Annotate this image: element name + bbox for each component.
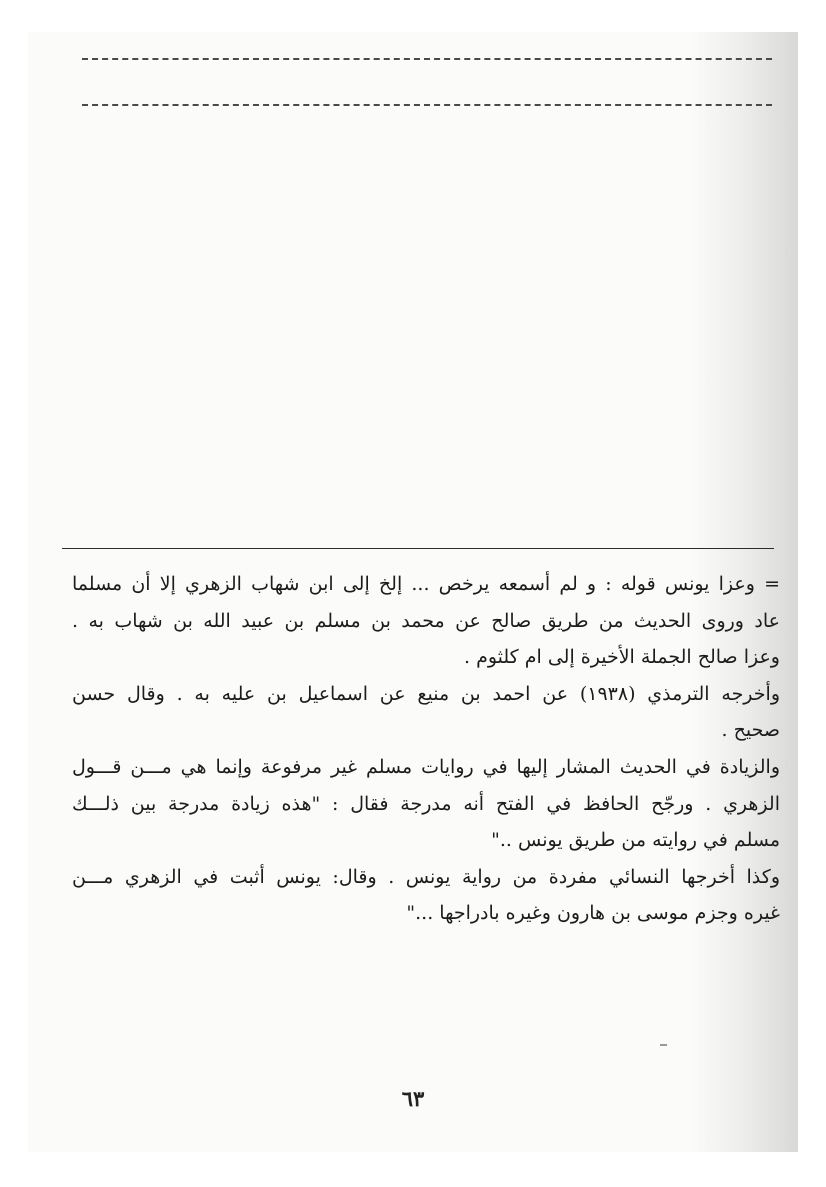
footnote-line-5: صحيح . <box>721 719 780 742</box>
footnote-line-10: غيره وجزم موسى بن هارون وغيره بادراجها ..." <box>406 902 780 925</box>
blank-line-second <box>82 104 772 106</box>
footnote-line-1: = وعزا يونس قوله : و لم أسمعه يرخص ... إلخ إلى ابن شهاب الزهري إلا أن مسلما <box>72 573 780 595</box>
footnote-line-8: مسلم في روايته من طريق يونس .." <box>491 829 780 852</box>
footnote-line-7: الزهري . ورجّح الحافظ في الفتح أنه مدرجة فقال : "هذه زيادة مدرجة بين ذلـــك <box>72 792 780 815</box>
footnote-line-6: والزيادة في الحديث المشار إليها في روايات مسلم غير مرفوعة وإنما هي مـــن قـــول <box>72 755 780 778</box>
footnote-separator-rule <box>62 548 774 549</box>
footnotes <box>72 566 780 932</box>
footnote-line-4: وأخرجه الترمذي (١٩٣٨) عن احمد بن منيع عن اسماعيل بن عليه به . وقال حسن <box>72 682 780 705</box>
ink-speck <box>660 1044 667 1046</box>
footnote-line-3: وعزا صالح الجملة الأخيرة إلى ام كلثوم . <box>464 646 780 669</box>
page-number: ٦٣ <box>401 1086 425 1111</box>
footnote-line-9: وكذا أخرجها النسائي مفردة من رواية يونس . وقال: يونس أثبت في الزهري مـــن <box>72 865 780 888</box>
footnote-line-2: عاد وروى الحديث من طريق صالح عن محمد بن مسلم بن عبيد الله بن شهاب به . <box>72 609 780 632</box>
blank-line-top <box>82 58 772 60</box>
